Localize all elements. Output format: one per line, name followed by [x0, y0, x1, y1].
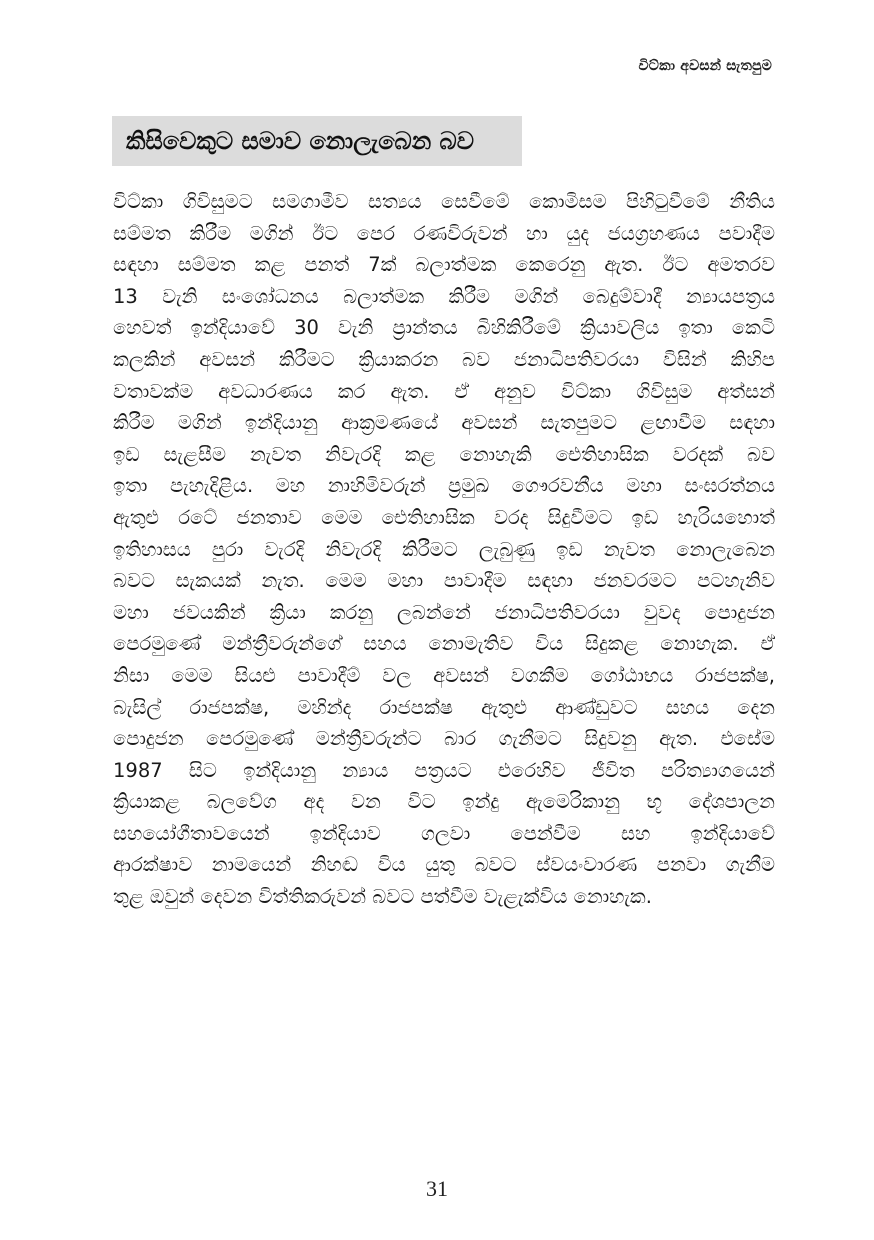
paragraph-line: බැසිල් රාජපක්ෂ, මහින්ද රාජපක්ෂ ඇතුළු ආණ්ඩුවට සහය දෙන	[113, 695, 775, 719]
body-paragraph	[113, 186, 775, 913]
paragraph-line: පොදුජන පෙරමුණේ මන්ත්‍රීවරුන්ට බාර ගැනීමට සිදුවනු ඇත. එසේම	[113, 727, 775, 751]
paragraph-line: මහා ජවයකින් ක්‍රියා කරනු ලබන්නේ ජනාධිපතිවරයා වුවද පොදුජන	[113, 600, 775, 624]
paragraph-line: ඉතා පැහැදිළිය. මහ නාහිමිවරුන් ප්‍රමුඛ ගෞරවනීය මහා සංඝරත්නය	[113, 474, 775, 498]
paragraph-line: සඳහා සම්මත කළ පනත් 7ක් බලාත්මක කෙරෙනු ඇත. ඊට අමතරව	[113, 253, 775, 277]
paragraph-line: කලකින් අවසන් කිරීමට ක්‍රියාකරන බව ජනාධිපතිවරයා විසින් කිහිප	[113, 347, 775, 371]
paragraph-line: සම්මත කිරීම මගින් ඊට පෙර රණවිරුවන් හා යුද ජයග්‍රහණය පවාදීම	[113, 221, 775, 245]
paragraph-line: බවට සැකයක් නැත. මෙම මහා පාවාදීම සඳහා ජනවරමට පටහැනිව	[113, 569, 775, 593]
paragraph-line: වතාවක්ම අවධාරණය කර ඇත. ඒ අනුව විට්කා ගිවිසුම අත්සන්	[113, 379, 775, 403]
paragraph-line: ඉඩ සැළසීම නැවත නිවැරදි කළ නොහැකි ඓතිහාසික වරදක් බව	[113, 442, 775, 466]
paragraph-line: සහයෝගීතාවයෙන් ඉන්දියාව ගලවා පෙන්වීම සහ ඉන්දියාවේ	[113, 821, 775, 845]
section-heading	[112, 116, 522, 166]
paragraph-line: නිසා මෙම සියළු පාවාදීම් වල අවසන් වගකීම ගෝඨාභය රාජපක්ෂ,	[113, 663, 775, 687]
section-heading-text: කිසිවෙකුට සමාව නොලැබෙන බව	[126, 127, 474, 155]
paragraph-line: පෙරමුණේ මන්ත්‍රීවරුන්ගේ සහය නොමැතිව විය සිදුකළ නොහැක. ඒ	[113, 632, 775, 656]
paragraph-line: තුළ ඔවුන් දෙවන විත්තිකරුවන් බවට පත්වීම වැළැක්විය නොහැක.	[113, 885, 652, 909]
paragraph-line: ක්‍රියාකළ බලවේග අද වන විට ඉන්දු ඇමෙරිකානු භූ දේශපාලන	[113, 790, 775, 814]
paragraph-line: විට්කා ගිවිසුමට සමගාමීව සත්‍යය සෙවීමේ කොමිසම පිහිටුවීමේ නීතිය	[113, 190, 775, 213]
paragraph-line: 13 වැනි සංශෝධනය බලාත්මක කිරීම මගින් බෙදුම්වාදී න්‍යායපත්‍රය	[113, 284, 775, 308]
page-number: 31	[426, 1176, 448, 1201]
paragraph-line: 1987 සිට ඉන්දියානු න්‍යාය පත්‍රයට එරෙහිව ජීවිත පරිත්‍යාගයෙන්	[113, 758, 775, 782]
paragraph-line: හෙවත් ඉන්දියාවේ 30 වැනි ප්‍රාන්තය බිහිකිරීමේ ක්‍රියාවලිය ඉතා කෙටි	[113, 316, 775, 340]
paragraph-line: කිරීම මගින් ඉන්දියානු ආක්‍රමණයේ අවසන් සැතපුමට ළඟාවීම සඳහා	[113, 411, 775, 435]
running-header-title: විට්කා අවසන් සැතපුම	[638, 58, 772, 74]
paragraph-line: ආරක්ෂාව නාමයෙන් නිහඬ විය යුතු බවට ස්වයංවාරණ පනවා ගැනීම	[113, 853, 775, 877]
paragraph-line: ඇතුළු රටේ ජනතාව මෙම ඓතිහාසික වරද සිදුවීමට ඉඩ හැරියහොත්	[113, 505, 775, 529]
paragraph-line: ඉතිහාසය පුරා වැරදි නිවැරදි කිරීමට ලැබුණු ඉඩ නැවත නොලැබෙන	[113, 537, 775, 561]
